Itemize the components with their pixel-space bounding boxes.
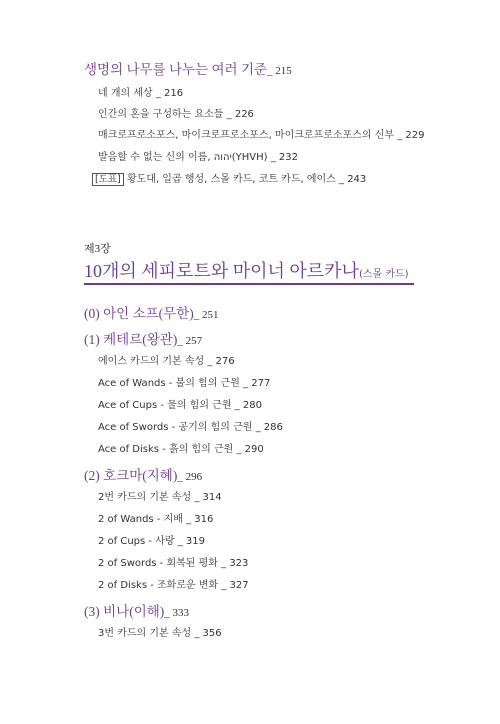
- page-number: _ 215: [267, 65, 292, 77]
- section-heading-ein-sof[interactable]: [84, 302, 218, 322]
- toc-item[interactable]: [98, 396, 262, 411]
- toc-item[interactable]: [98, 418, 283, 433]
- section-heading-kether[interactable]: [84, 328, 202, 348]
- heading-title: 생명의 나무를 나누는 여러 기준: [84, 62, 268, 77]
- toc-item[interactable]: [98, 488, 222, 503]
- toc-item[interactable]: [98, 532, 205, 547]
- item-text: 매크로프로소포스, 마이크로프로소포스, 마이크로프로소포스의 신부: [98, 130, 395, 141]
- page-number: _ 243: [339, 174, 367, 185]
- toc-item[interactable]: [98, 105, 254, 120]
- page-number: _ 319: [177, 536, 205, 547]
- item-text: 2번 카드의 기본 속성: [98, 492, 192, 503]
- page-number: _ 276: [207, 356, 235, 367]
- item-text: 인간의 혼을 구성하는 요소들: [98, 109, 224, 120]
- toc-item[interactable]: [98, 352, 235, 367]
- toc-item[interactable]: [98, 126, 425, 141]
- chapter-subtitle: (스몰 카드): [358, 269, 409, 280]
- item-text: 2 of Disks - 조화로운 변화: [98, 580, 219, 591]
- page-number: _ 323: [221, 558, 249, 569]
- page-number: _ 327: [221, 580, 249, 591]
- item-text: 에이스 카드의 기본 속성: [98, 356, 205, 367]
- toc-item[interactable]: [98, 440, 264, 455]
- page-number: _ 280: [234, 400, 262, 411]
- chart-tag: [도표]: [92, 173, 124, 186]
- item-text: 발음할 수 없는 신의 이름, יהוה(YHVH): [98, 152, 268, 163]
- page-number: _ 229: [397, 130, 425, 141]
- page-number: _ 232: [270, 152, 298, 163]
- page-number: _ 251: [193, 309, 219, 321]
- item-text: 2 of Wands - 지배: [98, 514, 183, 525]
- toc-item[interactable]: [98, 624, 222, 639]
- item-text: 황도대, 일곱 행성, 스몰 카드, 코트 카드, 에이스: [126, 174, 336, 185]
- chapter-divider: [84, 283, 414, 285]
- section-heading-binah[interactable]: [84, 600, 189, 620]
- toc-item[interactable]: [98, 554, 248, 569]
- item-text: Ace of Cups - 물의 힘의 근원: [98, 400, 232, 411]
- item-text: Ace of Swords - 공기의 힘의 근원: [98, 422, 253, 433]
- section-title: (0) 아인 소프(무한): [84, 306, 194, 321]
- toc-item[interactable]: [98, 148, 298, 163]
- item-text: 2 of Cups - 사랑: [98, 536, 175, 547]
- section-title: (2) 호크마(지혜): [84, 468, 178, 483]
- section-title: (3) 비나(이해): [84, 604, 165, 619]
- section-heading-chokmah[interactable]: [84, 464, 202, 484]
- page-number: _ 226: [226, 109, 254, 120]
- section-title: (1) 케테르(왕관): [84, 332, 178, 347]
- item-text: 2 of Swords - 회복된 평화: [98, 558, 218, 569]
- page-number: _ 296: [177, 471, 203, 483]
- item-text: Ace of Disks - 흙의 힘의 근원: [98, 444, 234, 455]
- chapter-label: 제3장: [84, 243, 111, 255]
- item-text: 3번 카드의 기본 속성: [98, 628, 192, 639]
- page-number: _ 277: [243, 378, 271, 389]
- page-number: _ 286: [255, 422, 283, 433]
- item-text: Ace of Wands - 불의 힘의 근원: [98, 378, 240, 389]
- page-number: _ 316: [186, 514, 214, 525]
- page-number: _ 333: [164, 607, 190, 619]
- toc-item[interactable]: [98, 510, 213, 525]
- item-text: 네 개의 세상: [98, 88, 153, 99]
- page-number: _ 356: [194, 628, 222, 639]
- page-number: _ 257: [177, 335, 203, 347]
- toc-heading-tree-divisions[interactable]: [84, 58, 292, 78]
- toc-item[interactable]: [98, 576, 249, 591]
- toc-item[interactable]: [98, 84, 183, 99]
- page-number: _ 216: [155, 88, 184, 99]
- toc-item-chart[interactable]: [92, 170, 366, 185]
- page-number: _ 314: [194, 492, 222, 503]
- toc-item[interactable]: [98, 374, 270, 389]
- page-number: _ 290: [236, 444, 264, 455]
- chapter-heading: [84, 257, 409, 283]
- chapter-title: 10개의 세피로트와 마이너 아르카나: [84, 261, 359, 281]
